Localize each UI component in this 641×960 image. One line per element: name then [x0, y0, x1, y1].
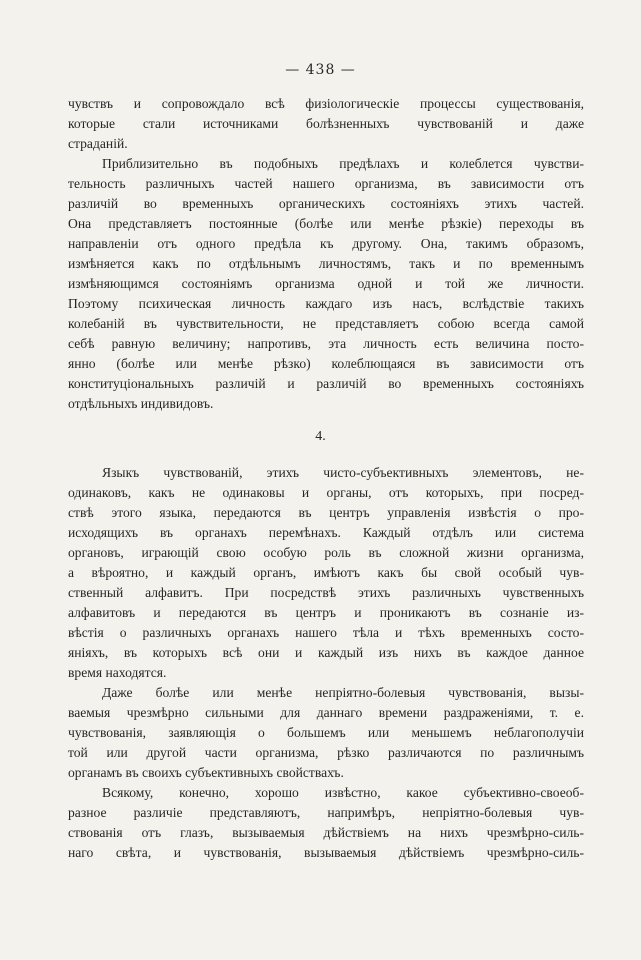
text-block-lower — [68, 463, 584, 863]
text-line: одинаковъ, какъ не одинаковы и органы, отъ которыхъ, при посред- — [68, 485, 584, 500]
text-line: направленіи отъ одного предѣла къ другому. Она, такимъ образомъ, — [68, 236, 584, 251]
text-line: измѣняется какъ по отдѣльнымъ личностямъ, такъ и по временнымъ — [68, 256, 584, 271]
section-heading: 4. — [315, 429, 326, 444]
text-line: чувствъ и сопровождало всѣ физіологическіе процессы существованія, — [68, 96, 584, 111]
text-line: ваемыя чрезмѣрно сильными для даннаго времени раздраженіями, т. е. — [68, 705, 584, 720]
text-line: Даже болѣе или менѣе непріятно-болевыя чувствованія, вызы- — [102, 685, 584, 700]
text-line: тельность различныхъ частей нашего организма, въ зависимости отъ — [68, 176, 584, 191]
text-line: органовъ, играющій свою особую роль въ сложной жизни организма, — [68, 545, 584, 560]
text-line: чувствованія, заявляющія о большемъ или меньшемъ неблагополучіи — [68, 725, 584, 740]
page-number: — 438 — — [285, 62, 356, 78]
text-line: время находятся. — [68, 665, 167, 680]
text-line: наго свѣта, и чувствованія, вызываемыя дѣйствіемъ чрезмѣрно-силь- — [68, 845, 584, 860]
text-block-upper — [68, 94, 584, 414]
text-line: различій во временныхъ органическихъ состояніяхъ этихъ частей. — [68, 196, 584, 211]
text-line: себѣ равную величину; напротивъ, эта личность есть величина посто- — [68, 336, 584, 351]
text-line: Поэтому психическая личность каждаго изъ насъ, вслѣдствіе такихъ — [68, 296, 584, 311]
text-line: алфавитовъ и передаются въ центръ и проникаютъ въ сознаніе из- — [68, 605, 584, 620]
text-line: разное различіе представляютъ, напримѣръ, непріятно-болевыя чув- — [68, 805, 584, 820]
text-line: ственный алфавитъ. При посредствѣ этихъ различныхъ чувственныхъ — [68, 585, 584, 600]
text-line: той или другой части организма, рѣзко различаются по различнымъ — [68, 745, 584, 760]
text-line: Всякому, конечно, хорошо извѣстно, какое субъективно-своеоб- — [102, 785, 584, 800]
text-line: яніяхъ, въ которыхъ всѣ они и каждый изъ нихъ въ каждое данное — [68, 645, 584, 660]
text-line: которые стали источниками болѣзненныхъ чувствованій и даже — [68, 116, 584, 131]
text-line: ствѣ этого языка, передаются въ центръ управленія извѣстія о про- — [68, 505, 584, 520]
text-line: органамъ въ своихъ субъективныхъ свойствахъ. — [68, 765, 344, 780]
text-line: Приблизительно въ подобныхъ предѣлахъ и колеблется чувстви- — [102, 156, 584, 171]
text-line: страданій. — [68, 136, 128, 151]
text-line: Языкъ чувствованій, этихъ чисто-субъективныхъ элементовъ, не- — [102, 465, 584, 480]
text-line: Она представляетъ постоянные (болѣе или менѣе рѣзкіе) переходы въ — [68, 216, 584, 231]
text-line: отдѣльныхъ индивидовъ. — [68, 396, 214, 411]
text-line: а вѣроятно, и каждый органъ, имѣютъ какъ бы свой особый чув- — [68, 565, 584, 580]
text-line: конституціональныхъ различій и различій во временныхъ состояніяхъ — [68, 376, 584, 391]
text-line: колебаній въ чувствительности, не представляетъ собою всегда самой — [68, 316, 584, 331]
text-line: исходящихъ въ органахъ перемѣнахъ. Каждый отдѣлъ или система — [68, 525, 584, 540]
text-line: измѣняющимся состояніямъ организма одной и той же личности. — [68, 276, 584, 291]
text-line: ствованія отъ глазъ, вызываемыя дѣйствіемъ на нихъ чрезмѣрно-силь- — [68, 825, 584, 840]
text-line: вѣстія о различныхъ органахъ нашего тѣла и тѣхъ временныхъ состо- — [68, 625, 584, 640]
text-line: янно (болѣе или менѣе рѣзко) колеблющаяся въ зависимости отъ — [68, 356, 584, 371]
